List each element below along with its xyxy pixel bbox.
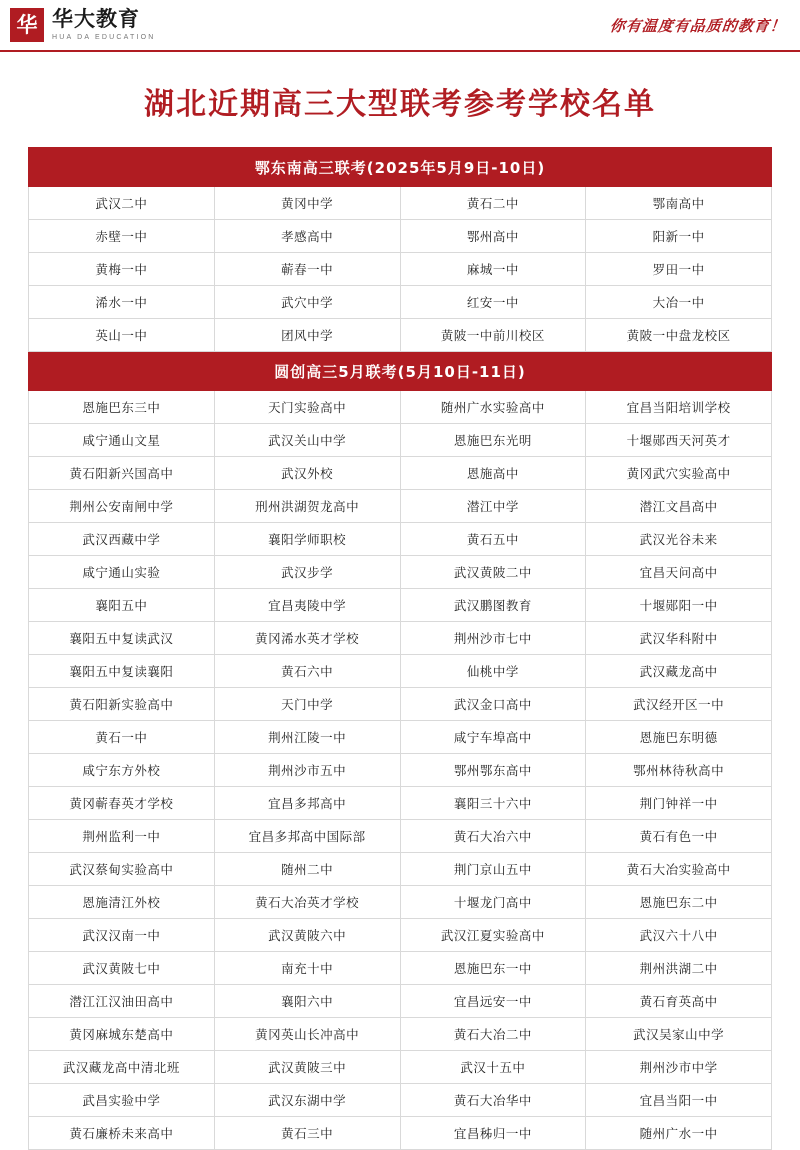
school-name-cell: 武汉黄陂二中 bbox=[400, 556, 586, 589]
table-row bbox=[29, 589, 772, 622]
school-name-cell: 宜昌天问高中 bbox=[586, 556, 772, 589]
table-row bbox=[29, 457, 772, 490]
table-row bbox=[29, 754, 772, 787]
school-name-cell: 武汉西藏中学 bbox=[29, 523, 215, 556]
school-name-cell: 随州广水一中 bbox=[586, 1117, 772, 1150]
brand-slogan: 你有温度有品质的教育！ bbox=[608, 16, 787, 35]
school-name-cell: 黄石二中 bbox=[400, 187, 586, 220]
school-name-cell: 英山一中 bbox=[29, 319, 215, 352]
school-name-cell: 宜昌多邦高中国际部 bbox=[214, 820, 400, 853]
school-name-cell: 团风中学 bbox=[214, 319, 400, 352]
school-name-cell: 武汉六十八中 bbox=[586, 919, 772, 952]
school-name-cell: 黄冈武穴实验高中 bbox=[586, 457, 772, 490]
school-name-cell: 麻城一中 bbox=[400, 253, 586, 286]
school-name-cell: 荆州沙市七中 bbox=[400, 622, 586, 655]
school-name-cell: 武昌实验中学 bbox=[29, 1084, 215, 1117]
table-row bbox=[29, 853, 772, 886]
school-name-cell: 阳新一中 bbox=[586, 220, 772, 253]
school-name-cell: 武汉金口高中 bbox=[400, 688, 586, 721]
school-name-cell: 武汉汉南一中 bbox=[29, 919, 215, 952]
school-name-cell: 黄陂一中前川校区 bbox=[400, 319, 586, 352]
brand-subtitle: HUA DA EDUCATION bbox=[52, 34, 156, 41]
section-heading-row bbox=[29, 352, 772, 391]
school-name-cell: 武汉藏龙高中 bbox=[586, 655, 772, 688]
school-name-cell: 襄阳五中 bbox=[29, 589, 215, 622]
page-title: 湖北近期高三大型联考参考学校名单 bbox=[144, 87, 656, 122]
school-name-cell: 黄石大冶华中 bbox=[400, 1084, 586, 1117]
school-name-cell: 武汉十五中 bbox=[400, 1051, 586, 1084]
school-name-cell: 黄冈浠水英才学校 bbox=[214, 622, 400, 655]
school-name-cell: 襄阳五中复读襄阳 bbox=[29, 655, 215, 688]
school-name-cell: 荆州洪湖二中 bbox=[586, 952, 772, 985]
school-name-cell: 黄石大冶实验高中 bbox=[586, 853, 772, 886]
school-name-cell: 武汉黄陂七中 bbox=[29, 952, 215, 985]
school-name-cell: 黄石阳新兴国高中 bbox=[29, 457, 215, 490]
roster-table-wrapper bbox=[0, 147, 800, 1150]
school-name-cell: 黄石阳新实验高中 bbox=[29, 688, 215, 721]
school-name-cell: 黄冈麻城东楚高中 bbox=[29, 1018, 215, 1051]
table-row bbox=[29, 391, 772, 424]
header-bar bbox=[0, 0, 800, 52]
school-name-cell: 鄂州林待秋高中 bbox=[586, 754, 772, 787]
roster-table bbox=[28, 147, 772, 1150]
table-row bbox=[29, 556, 772, 589]
school-name-cell: 黄冈蕲春英才学校 bbox=[29, 787, 215, 820]
school-name-cell: 荆州江陵一中 bbox=[214, 721, 400, 754]
brand-text bbox=[52, 9, 156, 41]
school-name-cell: 襄阳五中复读武汉 bbox=[29, 622, 215, 655]
school-name-cell: 罗田一中 bbox=[586, 253, 772, 286]
table-row bbox=[29, 1117, 772, 1150]
school-name-cell: 赤壁一中 bbox=[29, 220, 215, 253]
school-name-cell: 黄石廉桥未来高中 bbox=[29, 1117, 215, 1150]
section-heading-row bbox=[29, 148, 772, 187]
school-name-cell: 十堰龙门高中 bbox=[400, 886, 586, 919]
school-name-cell: 黄石大冶六中 bbox=[400, 820, 586, 853]
school-name-cell: 黄冈中学 bbox=[214, 187, 400, 220]
school-name-cell: 武汉关山中学 bbox=[214, 424, 400, 457]
school-name-cell: 鄂州鄂东高中 bbox=[400, 754, 586, 787]
table-row bbox=[29, 1018, 772, 1051]
school-name-cell: 武汉鹏图教育 bbox=[400, 589, 586, 622]
table-row bbox=[29, 1051, 772, 1084]
school-name-cell: 潜江中学 bbox=[400, 490, 586, 523]
school-name-cell: 仙桃中学 bbox=[400, 655, 586, 688]
table-row bbox=[29, 688, 772, 721]
school-name-cell: 恩施巴东光明 bbox=[400, 424, 586, 457]
school-name-cell: 十堰郧阳一中 bbox=[586, 589, 772, 622]
school-name-cell: 咸宁车埠高中 bbox=[400, 721, 586, 754]
school-name-cell: 恩施清江外校 bbox=[29, 886, 215, 919]
school-name-cell: 大冶一中 bbox=[586, 286, 772, 319]
table-row bbox=[29, 319, 772, 352]
school-name-cell: 恩施巴东二中 bbox=[586, 886, 772, 919]
school-name-cell: 荆州公安南闸中学 bbox=[29, 490, 215, 523]
school-name-cell: 武汉经开区一中 bbox=[586, 688, 772, 721]
school-name-cell: 武汉外校 bbox=[214, 457, 400, 490]
school-name-cell: 十堰郧西天河英才 bbox=[586, 424, 772, 457]
school-name-cell: 黄石三中 bbox=[214, 1117, 400, 1150]
school-name-cell: 刑州洪湖贺龙高中 bbox=[214, 490, 400, 523]
school-name-cell: 武汉光谷未来 bbox=[586, 523, 772, 556]
school-name-cell: 襄阳学师职校 bbox=[214, 523, 400, 556]
school-name-cell: 武汉华科附中 bbox=[586, 622, 772, 655]
table-row bbox=[29, 523, 772, 556]
table-row bbox=[29, 622, 772, 655]
school-name-cell: 天门中学 bbox=[214, 688, 400, 721]
table-row bbox=[29, 253, 772, 286]
school-name-cell: 随州二中 bbox=[214, 853, 400, 886]
school-name-cell: 武汉黄陂六中 bbox=[214, 919, 400, 952]
school-name-cell: 宜昌秭归一中 bbox=[400, 1117, 586, 1150]
table-row bbox=[29, 886, 772, 919]
brand bbox=[10, 8, 156, 42]
school-name-cell: 荆门京山五中 bbox=[400, 853, 586, 886]
school-name-cell: 宜昌当阳培训学校 bbox=[586, 391, 772, 424]
table-row bbox=[29, 721, 772, 754]
brand-name: 华大教育 bbox=[52, 7, 140, 31]
table-row bbox=[29, 820, 772, 853]
school-name-cell: 荆州沙市中学 bbox=[586, 1051, 772, 1084]
school-name-cell: 潜江文昌高中 bbox=[586, 490, 772, 523]
school-name-cell: 黄陂一中盘龙校区 bbox=[586, 319, 772, 352]
school-name-cell: 宜昌多邦高中 bbox=[214, 787, 400, 820]
school-name-cell: 武汉江夏实验高中 bbox=[400, 919, 586, 952]
school-name-cell: 武汉东湖中学 bbox=[214, 1084, 400, 1117]
school-name-cell: 潜江江汉油田高中 bbox=[29, 985, 215, 1018]
school-name-cell: 黄石有色一中 bbox=[586, 820, 772, 853]
school-name-cell: 荆州监利一中 bbox=[29, 820, 215, 853]
school-name-cell: 恩施高中 bbox=[400, 457, 586, 490]
school-name-cell: 咸宁通山实验 bbox=[29, 556, 215, 589]
school-name-cell: 随州广水实验高中 bbox=[400, 391, 586, 424]
table-row bbox=[29, 424, 772, 457]
school-name-cell: 武汉二中 bbox=[29, 187, 215, 220]
school-name-cell: 宜昌当阳一中 bbox=[586, 1084, 772, 1117]
school-name-cell: 恩施巴东一中 bbox=[400, 952, 586, 985]
school-name-cell: 黄石五中 bbox=[400, 523, 586, 556]
table-row bbox=[29, 787, 772, 820]
school-name-cell: 咸宁东方外校 bbox=[29, 754, 215, 787]
school-name-cell: 恩施巴东明德 bbox=[586, 721, 772, 754]
school-name-cell: 黄石六中 bbox=[214, 655, 400, 688]
table-row bbox=[29, 655, 772, 688]
table-row bbox=[29, 1084, 772, 1117]
school-name-cell: 黄石大冶英才学校 bbox=[214, 886, 400, 919]
school-name-cell: 孝感高中 bbox=[214, 220, 400, 253]
table-row bbox=[29, 985, 772, 1018]
table-row bbox=[29, 220, 772, 253]
school-name-cell: 蕲春一中 bbox=[214, 253, 400, 286]
school-name-cell: 宜昌夷陵中学 bbox=[214, 589, 400, 622]
section-heading: 圆创高三5月联考(5月10日-11日) bbox=[29, 352, 772, 391]
school-name-cell: 黄梅一中 bbox=[29, 253, 215, 286]
table-row bbox=[29, 952, 772, 985]
school-name-cell: 黄石大冶二中 bbox=[400, 1018, 586, 1051]
school-name-cell: 荆州沙市五中 bbox=[214, 754, 400, 787]
school-name-cell: 鄂州高中 bbox=[400, 220, 586, 253]
school-name-cell: 武汉藏龙高中清北班 bbox=[29, 1051, 215, 1084]
logo-icon: 华 bbox=[10, 8, 44, 42]
school-name-cell: 咸宁通山文星 bbox=[29, 424, 215, 457]
table-row bbox=[29, 286, 772, 319]
table-row bbox=[29, 490, 772, 523]
school-name-cell: 恩施巴东三中 bbox=[29, 391, 215, 424]
school-name-cell: 黄冈英山长冲高中 bbox=[214, 1018, 400, 1051]
school-name-cell: 襄阳六中 bbox=[214, 985, 400, 1018]
school-name-cell: 浠水一中 bbox=[29, 286, 215, 319]
school-name-cell: 武汉步学 bbox=[214, 556, 400, 589]
school-name-cell: 武汉蔡甸实验高中 bbox=[29, 853, 215, 886]
school-name-cell: 宜昌远安一中 bbox=[400, 985, 586, 1018]
school-name-cell: 荆门钟祥一中 bbox=[586, 787, 772, 820]
school-name-cell: 红安一中 bbox=[400, 286, 586, 319]
school-name-cell: 武汉吴家山中学 bbox=[586, 1018, 772, 1051]
school-name-cell: 天门实验高中 bbox=[214, 391, 400, 424]
school-name-cell: 鄂南高中 bbox=[586, 187, 772, 220]
school-name-cell: 武穴中学 bbox=[214, 286, 400, 319]
table-row bbox=[29, 187, 772, 220]
school-name-cell: 襄阳三十六中 bbox=[400, 787, 586, 820]
section-heading: 鄂东南高三联考(2025年5月9日-10日) bbox=[29, 148, 772, 187]
school-name-cell: 黄石育英高中 bbox=[586, 985, 772, 1018]
table-row bbox=[29, 919, 772, 952]
school-name-cell: 南充十中 bbox=[214, 952, 400, 985]
school-name-cell: 黄石一中 bbox=[29, 721, 215, 754]
school-name-cell: 武汉黄陂三中 bbox=[214, 1051, 400, 1084]
